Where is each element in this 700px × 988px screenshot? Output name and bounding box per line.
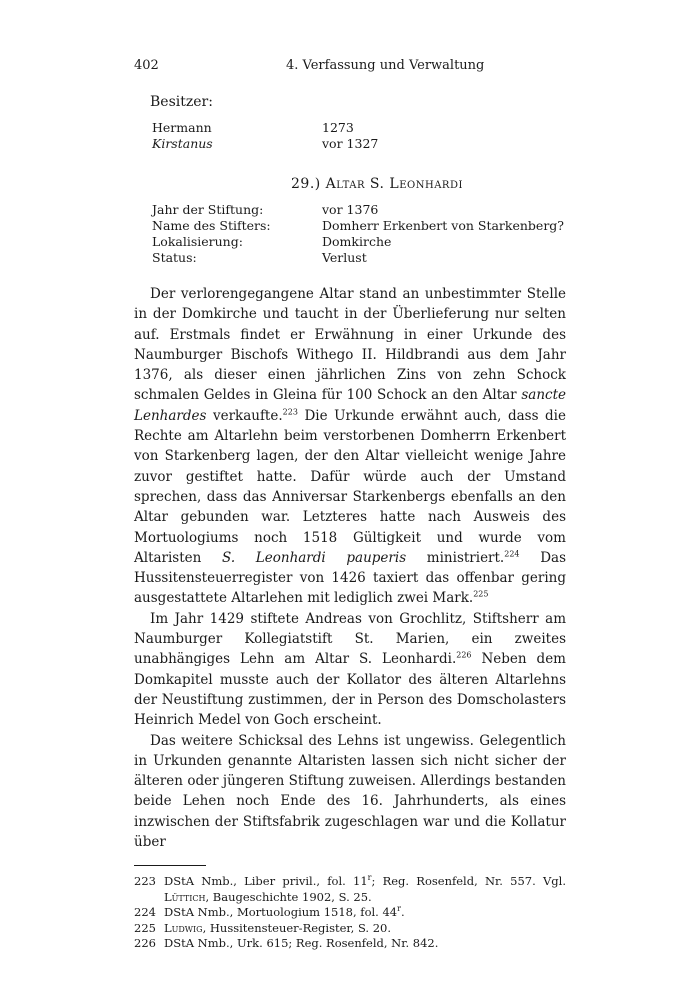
owner-year: 1273 [322,120,354,135]
page-number: 402 [134,58,159,73]
text-run: , Hussitensteuer-Register, S. 20. [202,920,392,935]
footnote-text [164,921,566,937]
owner-year: vor 1327 [322,136,379,151]
footnote-number: 224 [134,905,156,920]
text-run: DStA Nmb., Liber privil., fol. 11 [164,874,368,889]
text-run: Der verlorengegangene Altar stand an unbestimmter Stelle in der Domkirche und taucht in der Überlieferung nur selten auf. Erstmals findet er Erwähnung in einer Urkunde des Naumburger Bischofs Withego II. Hildbrandi aus dem Jahr 1376, als dieser einen jährlichen Zins von zehn Schock schmalen Geldes in Gleina für 100 Schock an den Altar [134,286,566,404]
owners-heading: Besitzer: [150,94,213,110]
latin-term: S. Leonhardi pauperis [222,549,407,566]
text-run: , Baugeschichte 1902, S. 25. [205,889,372,904]
meta-row [152,234,566,250]
altar-metadata [134,202,566,266]
footnote-divider [134,865,206,866]
owner-row [152,136,566,152]
owner-name: Hermann [152,120,212,135]
page [134,58,566,952]
footnote-text [164,905,566,921]
footnotes [134,874,566,952]
text-run: DStA Nmb., Mortuologium 1518, fol. 44 [164,905,398,920]
footnote-223 [134,874,566,905]
footnote-ref-226[interactable]: 226 [456,650,472,660]
text-run: ministriert. [406,549,505,566]
meta-row [152,202,566,218]
footnote-224 [134,905,566,921]
owner-name: Kirstanus [152,136,213,151]
owners-list [134,120,566,152]
meta-value: vor 1376 [322,202,379,217]
text-run: Das Hussitensteuerregister von 1426 taxiert das offenbar gering ausgestattete Altarlehen mit lediglich zwei Mark. [134,549,567,607]
section-title: 29.) Altar S. Leonhardi [291,176,463,192]
running-header [134,58,566,80]
footnote-number: 226 [134,936,156,951]
folio-sup: r [397,904,401,914]
meta-label: Name des Stifters: [152,218,271,233]
meta-row [152,250,566,266]
meta-value: Verlust [322,250,367,265]
footnote-225 [134,921,566,937]
meta-label: Status: [152,250,197,265]
footnote-text: DStA Nmb., Urk. 615; Reg. Rosenfeld, Nr. 842. [164,936,439,951]
meta-label: Lokalisierung: [152,234,243,249]
footnote-226 [134,936,566,952]
meta-value: Domherr Erkenbert von Starkenberg? [322,218,564,233]
footnote-text [164,874,566,905]
running-title: 4. Verfassung und Verwaltung [286,58,485,73]
footnote-ref-225[interactable]: 225 [473,589,489,599]
author-name: Ludwig [164,920,203,935]
folio-sup: r [367,873,372,883]
owner-row [152,120,566,136]
body-paragraph-2 [134,609,566,731]
text-run: Neben dem Domkapitel musste auch der Kollator des älteren Altarlehns der Neustiftung zustimmen, der in Person des Domscholasters Heinrich Medel von Goch erscheint. [134,651,566,729]
footnote-ref-224[interactable]: 224 [504,549,520,559]
meta-label: Jahr der Stiftung: [152,202,264,217]
body-paragraph-1 [134,284,566,609]
footnote-number: 225 [134,920,156,935]
author-name: Lüttich [164,889,206,904]
meta-row [152,218,566,234]
text-run: . [400,905,405,920]
text-run: Die Urkunde erwähnt auch, dass die Rechte am Altarlehn beim verstorbenen Domherrn Erkenbert von Starkenberg lagen, der den Altar vielleicht wenige Jahre zuvor gestiftet hatte. Dafür würde auch der Umstand sprechen, dass das Anniversar Starkenbergs ebenfalls an den Altar gebunden war. Letzteres hatte nach Ausweis des Mortuologiums noch 1518 Gültigkeit und wurde vom Altaristen [134,407,566,566]
footnote-ref-223[interactable]: 223 [282,407,298,417]
latin-term: sancte Lenhardes [134,387,566,424]
footnote-number: 223 [134,874,156,889]
text-run: verkaufte. [206,407,283,424]
meta-value: Domkirche [322,234,392,249]
text-run: Im Jahr 1429 stiftete Andreas von Grochlitz, Stiftsherr am Naumburger Kollegiatstift St. Marien, ein zweites unabhängiges Lehn am Altar S. Leonhardi. [134,610,566,668]
text-run: ; Reg. Rosenfeld, Nr. 557. Vgl. [371,874,566,889]
body-paragraph-3: Das weitere Schicksal des Lehns ist ungewiss. Gelegentlich in Urkunden genannte Altaristen lassen sich nicht sicher der älteren oder jüngeren Stiftung zuweisen. Allerdings bestanden beide Lehen noch Ende des 16. Jahrhunderts, als eines inzwischen der Stiftsfabrik zugeschlagen war und die Kollatur über [134,732,566,851]
